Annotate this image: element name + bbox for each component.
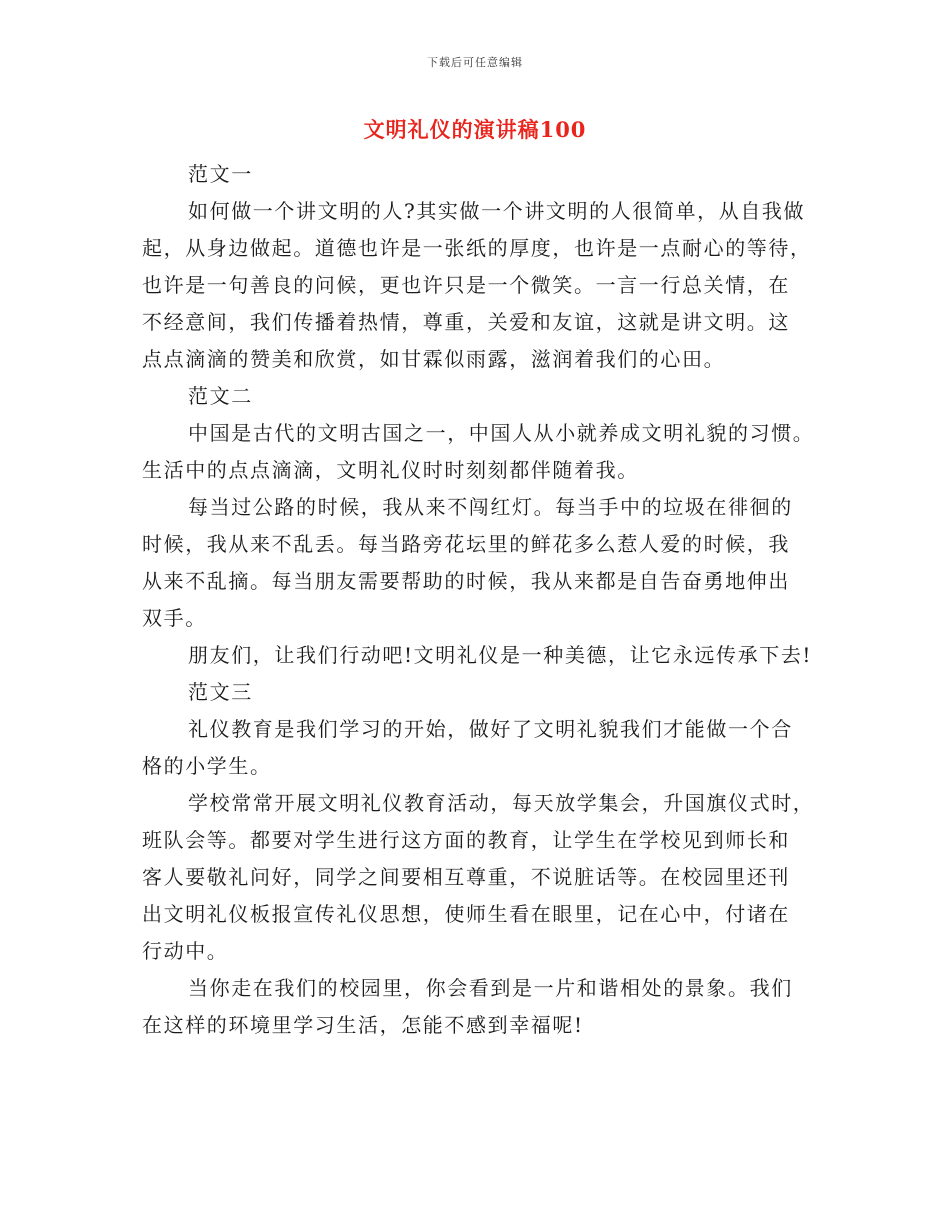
paragraph-line: 行动中。 [142,939,229,963]
paragraph-line: 范文二 [188,384,253,408]
paragraph-line: 从来不乱摘。每当朋友需要帮助的时候，我从来都是自告奋勇地伸出 [142,569,790,593]
paragraph-line: 点点滴滴的赞美和欣赏，如甘霖似雨露，滋润着我们的心田。 [142,347,726,371]
paragraph [142,785,814,970]
paragraph [142,674,814,711]
paragraph [142,415,814,489]
paragraph [142,711,814,785]
paragraph [142,378,814,415]
document-title: 文明礼仪的演讲稿100 [363,117,587,142]
paragraph-line: 中国是古代的文明古国之一，中国人从小就养成文明礼貌的习惯。 [188,421,815,445]
paragraph-line: 每当过公路的时候，我从来不闯红灯。每当手中的垃圾在徘徊的 [188,495,793,519]
paragraph-line: 在这样的环境里学习生活，怎能不感到幸福呢! [142,1013,584,1037]
paragraph-line: 生活中的点点滴滴，文明礼仪时时刻刻都伴随着我。 [142,458,639,482]
paragraph [142,489,814,637]
paragraph-line: 起，从身边做起。道德也许是一张纸的厚度，也许是一点耐心的等待， [142,236,812,260]
paragraph-line: 朋友们，让我们行动吧!文明礼仪是一种美德，让它永远传承下去! [188,643,813,667]
paragraph-line: 范文三 [188,680,253,704]
paragraph-line: 学校常常开展文明礼仪教育活动，每天放学集会，升国旗仪式时， [188,791,815,815]
paragraph-line: 格的小学生。 [142,754,272,778]
paragraph-line: 不经意间，我们传播着热情，尊重，关爱和友谊，这就是讲文明。这 [142,310,790,334]
paragraph-line: 时候，我从来不乱丢。每当路旁花坛里的鲜花多么惹人爱的时候，我 [142,532,790,556]
paragraph-line: 双手。 [142,606,207,630]
paragraph-line: 当你走在我们的校园里，你会看到是一片和谐相处的景象。我们 [188,976,793,1000]
header-note: 下载后可任意编辑 [427,56,523,69]
paragraph-line: 出文明礼仪板报宣传礼仪思想，使师生看在眼里，记在心中，付诸在 [142,902,790,926]
paragraph [142,156,814,193]
paragraph-line: 范文一 [188,162,253,186]
paragraph-line: 礼仪教育是我们学习的开始，做好了文明礼貌我们才能做一个合 [188,717,793,741]
document-body [142,156,814,1044]
paragraph-line: 如何做一个讲文明的人?其实做一个讲文明的人很简单，从自我做 [188,199,806,223]
paragraph-line: 也许是一句善良的问候，更也许只是一个微笑。一言一行总关情，在 [142,273,790,297]
paragraph [142,970,814,1044]
paragraph [142,637,814,674]
paragraph-line: 班队会等。都要对学生进行这方面的教育，让学生在学校见到师长和 [142,828,790,852]
paragraph [142,193,814,378]
paragraph-line: 客人要敬礼问好，同学之间要相互尊重，不说脏话等。在校园里还刊 [142,865,790,889]
